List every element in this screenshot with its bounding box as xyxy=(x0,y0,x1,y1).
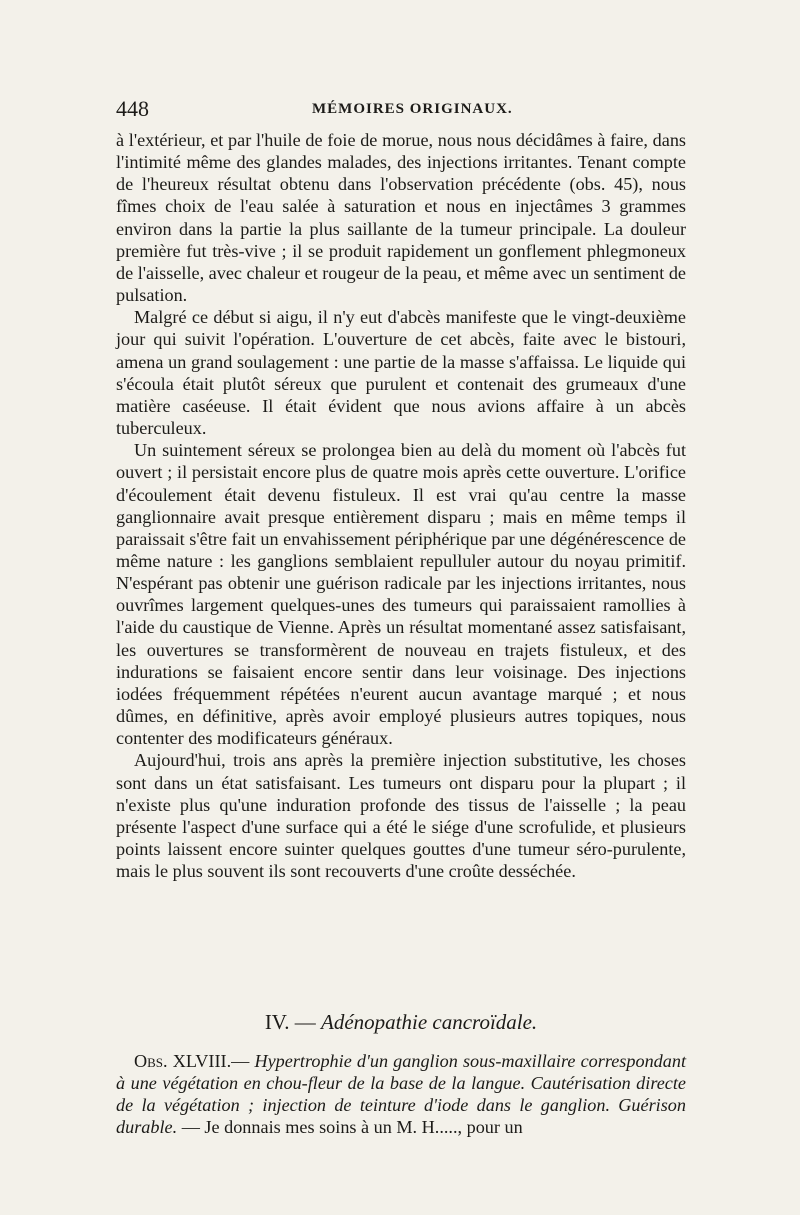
page-number: 448 xyxy=(116,96,149,121)
observation-paragraph xyxy=(116,1050,686,1139)
paragraph: Aujourd'hui, trois ans après la première injection substitutive, les choses sont dans un état satisfaisant. Les tumeurs ont disparu pour la plupart ; il n'existe plus qu'une induration profonde des tissus de l'aisselle ; la peau présente l'aspect d'une surface qui a été le siége d'une scrofulide, et plusieurs points laissent encore suinter quelques gouttes d'une tumeur séro-purulente, mais le plus souvent ils sont recouverts d'une croûte desséchée. xyxy=(116,750,686,882)
page-header xyxy=(116,96,686,126)
observation xyxy=(116,1050,686,1139)
paragraph: à l'extérieur, et par l'huile de foie de morue, nous nous décidâmes à faire, dans l'intimité même des glandes malades, des injections irritantes. Tenant compte de l'heureux résultat obtenu dans l'observation précédente (obs. 45), nous fîmes choix de l'eau salée à saturation et nous en injectâmes 3 grammes environ dans la partie la plus saillante de la tumeur principale. La douleur première fut très-vive ; il se produit rapidement un gonflement phlegmoneux de l'aisselle, avec chaleur et rougeur de la peau, et même avec un sentiment de pulsation. xyxy=(116,130,686,306)
paragraph: Un suintement séreux se prolongea bien au delà du moment où l'abcès fut ouvert ; il persistait encore plus de quatre mois après cette ouverture. L'orifice d'écoulement était devenu fistuleux. Il est vrai qu'au centre la masse ganglionnaire avait presque entièrement disparu ; mais en même temps il paraissait s'être fait un envahissement périphérique par une dégénérescence de même nature : les ganglions semblaient repulluler autour du noyau primitif. N'espérant pas obtenir une guérison radicale par les injections irritantes, nous ouvrîmes largement quelques-unes des tumeurs qui paraissaient ramollies à l'aide du caustique de Vienne. Après un résultat momentané assez satisfaisant, les ouvertures se transformèrent de nouveau en trajets fistuleux, et des indurations se faisaient encore sentir dans leur voisinage. Des injections iodées fréquemment répétées n'eurent aucun avantage marqué ; et nous dûmes, en définitive, après avoir employé plusieurs autres topiques, nous contenter des modificateurs généraux. xyxy=(116,440,686,749)
body-text xyxy=(116,129,686,882)
paragraph: Malgré ce début si aigu, il n'y eut d'abcès manifeste que le vingt-deuxième jour qui suivit l'opération. L'ouverture de cet abcès, faite avec le bistouri, amena un grand soulagement : une partie de la masse s'affaissa. Le liquide qui s'écoula était plutôt séreux que purulent et contenait des grumeaux d'une matière caséeuse. Il était évident que nous avions affaire à un abcès tuberculeux. xyxy=(116,307,686,439)
section-heading xyxy=(116,1010,686,1035)
running-title: MÉMOIRES ORIGINAUX. xyxy=(312,101,513,117)
section-number: IV. — xyxy=(264,1010,316,1034)
observation-title: Hypertrophie d'un ganglion sous-maxillaire correspondant à une végétation en chou-fleur de la base de la langue. Cautérisation directe de la végétation ; injection de teinture d'iode dans le ganglion. Guérison durable. xyxy=(116,1051,686,1138)
observation-label: Obs. XLVIII.— xyxy=(134,1051,250,1071)
observation-text: — Je donnais mes soins à un M. H....., pour un xyxy=(181,1117,523,1138)
section-title: Adénopathie cancroïdale. xyxy=(321,1010,538,1034)
